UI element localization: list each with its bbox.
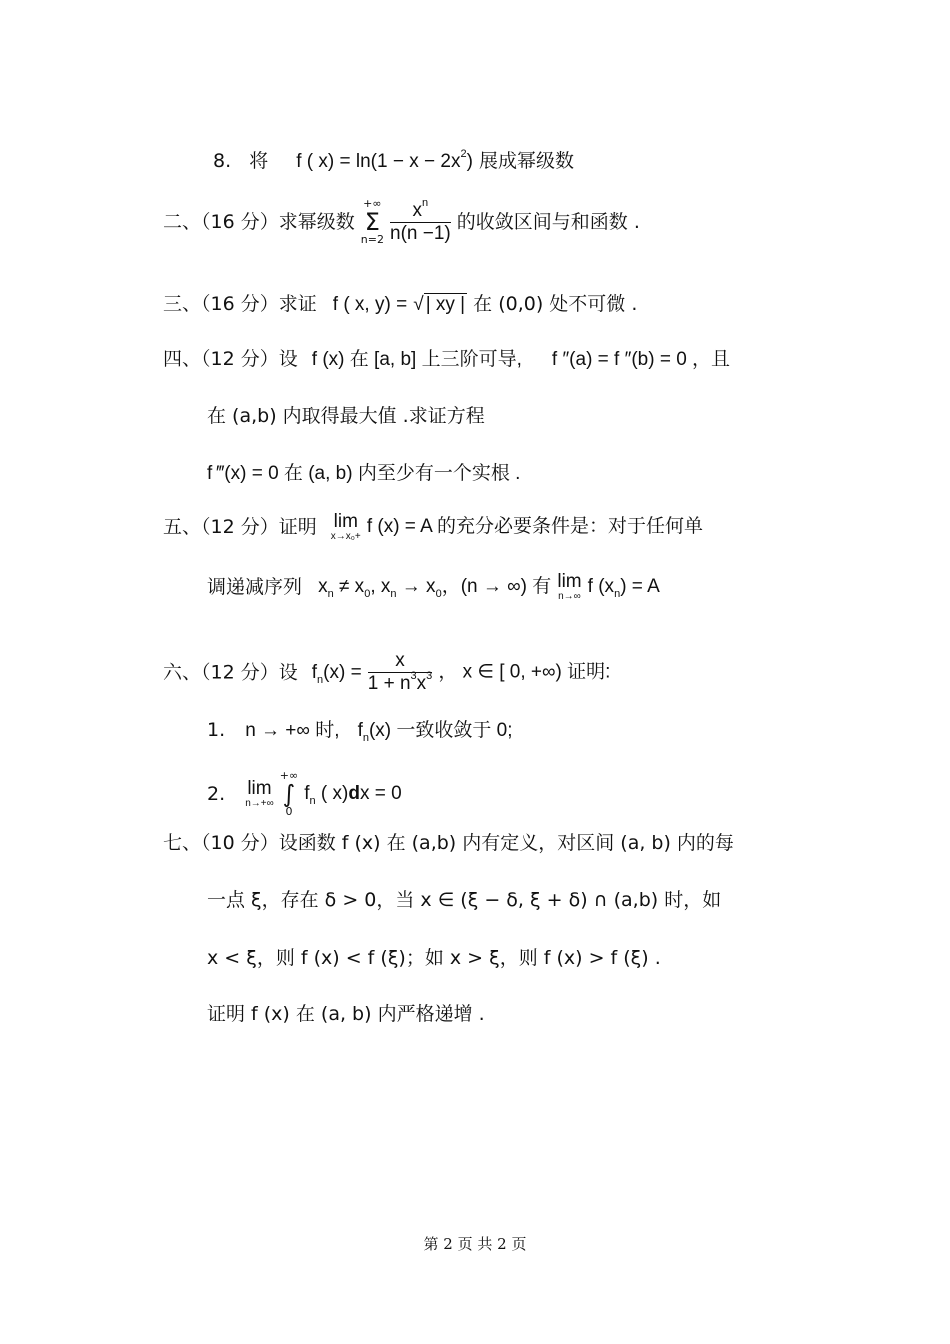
- q5-seq-tail: f $(x_n) = A$: [587, 576, 660, 600]
- q6-item1-condition: n → +∞ 时,: [245, 720, 340, 741]
- q4-condition: f (x) 在 [a, b] 上三阶可导,: [311, 349, 522, 370]
- q6-label: 六、（12 分）设: [163, 661, 298, 684]
- q4-label: 四、（12 分）设: [163, 348, 298, 370]
- q5-label: 五、（12 分）证明: [163, 516, 317, 538]
- q5-sequence-label: 调递减序列: [207, 576, 303, 598]
- q7-line3: x < ξ，则 f (x) < f (ξ)；如 x > ξ，则 f (x) > f (ξ) .: [207, 947, 661, 969]
- q6-item1-claim: $f_n(x)$ 一致收敛于 0;: [357, 720, 513, 744]
- q8-number: 8.: [213, 150, 232, 172]
- q6-item2-integrand: $f_n$ ( x)dx = 0: [304, 783, 402, 807]
- q2-sum: +∞ Σ n=2: [360, 197, 384, 246]
- q6-item2-limit: lim n→+∞: [245, 778, 274, 809]
- q4-derivatives: f ″(a) = f ″(b) = 0 ，且: [551, 349, 731, 370]
- q5-limit: lim x→x₀+: [330, 511, 361, 542]
- q6-item2: [207, 770, 402, 818]
- q6-line1: [163, 650, 610, 695]
- q4-line2: 在 (a,b) 内取得最大值 .求证方程: [207, 405, 485, 427]
- q2-fraction: $\frac{x^n}{n(n -1)}$: [390, 196, 451, 244]
- q5-line1: [163, 512, 703, 542]
- q5-sequence-expr: $x_n \ne x_0$, $x_n \to x_0$，(n → ∞) 有: [318, 576, 552, 600]
- q2-label: 二、（16 分）求幂级数: [163, 211, 355, 233]
- q6-item1-number: 1.: [207, 719, 226, 741]
- page-number: 第 2 页 共 2 页: [423, 1235, 527, 1253]
- q6-item2-number: 2.: [207, 783, 226, 805]
- q8-expression: f ( $x) = \ln(1 - x - 2x^2)$: [296, 148, 473, 172]
- q7-line2: 一点 ξ，存在 δ > 0，当 x ∈ (ξ − δ, ξ + δ) ∩ (a,b) 时，如: [207, 889, 722, 911]
- q2-tail: 的收敛区间与和函数 .: [456, 211, 640, 233]
- q7-line4: 证明 f (x) 在 (a, b) 内严格递增 .: [207, 1003, 485, 1025]
- q7-line1: 七、（10 分）设函数 f (x) 在 (a,b) 内有定义，对区间 (a, b) 内的每: [163, 832, 734, 854]
- q3-tail: 在 (0,0) 处不可微 .: [473, 293, 638, 315]
- q4-line1: [163, 347, 730, 372]
- q5-tail: f (x) = A 的充分必要条件是：对于任何单: [366, 516, 704, 537]
- q6-item2-integral: +∞ ∫ 0: [279, 769, 299, 818]
- q3-line: [163, 292, 637, 317]
- q8-line: [213, 149, 574, 174]
- q5-line2: [207, 572, 660, 602]
- q8-verb: 将: [249, 150, 269, 172]
- q3-sqrt: √ | xy |: [413, 294, 466, 315]
- q6-fraction: $\frac{x}{1 + n^3x^3}$: [367, 650, 433, 694]
- q3-expression: f ( x, y) =: [332, 294, 408, 315]
- q6-domain: ， x ∈ [ 0, +∞) 证明:: [438, 661, 611, 683]
- q8-tail: 展成幂级数: [478, 150, 574, 172]
- q2-line: [163, 198, 640, 246]
- q4-line3: f ‴(x) = 0 在 (a, b) 内至少有一个实根 .: [207, 463, 521, 484]
- q6-function: $f_n(x)$ =: [311, 661, 362, 686]
- q6-item1: [207, 718, 513, 743]
- q5-seq-limit: lim n→∞: [557, 571, 582, 602]
- q3-label: 三、（16 分）求证: [163, 293, 317, 315]
